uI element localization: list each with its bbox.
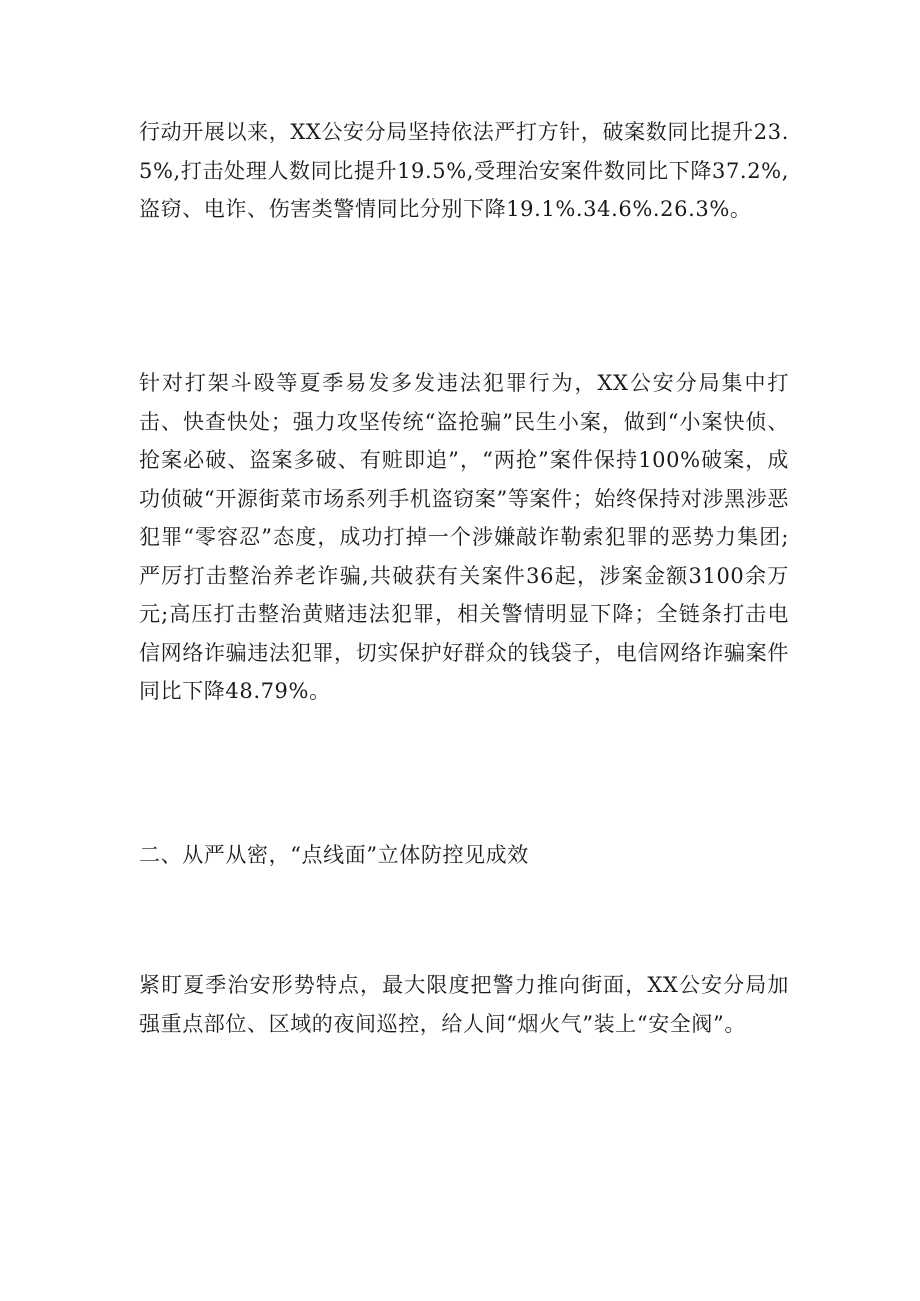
section-heading: 二、从严从密，“点线面”立体防控见成效 [139, 843, 529, 867]
paragraph-results-statistics: 行动开展以来，XX公安分局坚持依法严打方针，破案数同比提升23.5%,打击处理人数同比提升19.5%,受理治安案件数同比下降37.2%,盗窃、电诈、伤害类警情同比分别下降19.1%.34.6%.26.3%。 [139, 120, 789, 221]
paragraph-crackdown-actions: 针对打架斗殴等夏季易发多发违法犯罪行为，XX公安分局集中打击、快查快处；强力攻坚传统“盗抢骗”民生小案，做到“小案快侦、抢案必破、盗案多破、有赃即追”，“两抢”案件保持100%破案，成功侦破“开源街菜市场系列手机盗窃案”等案件；始终保持对涉黑涉恶犯罪“零容忍”态度，成功打掉一个涉嫌敲诈勒索犯罪的恶势力集团;严厉打击整治养老诈骗,共破获有关案件36起，涉案金额3100余万元;高压打击整治黄赌违法犯罪，相关警情明显下降；全链条打击电信网络诈骗违法犯罪，切实保护好群众的钱袋子，电信网络诈骗案件同比下降48.79%。 [139, 371, 789, 703]
paragraph-patrol-control: 紧盯夏季治安形势特点，最大限度把警力推向街面，XX公安分局加强重点部位、区域的夜间巡控，给人间“烟火气”装上“安全阀”。 [139, 973, 789, 1036]
